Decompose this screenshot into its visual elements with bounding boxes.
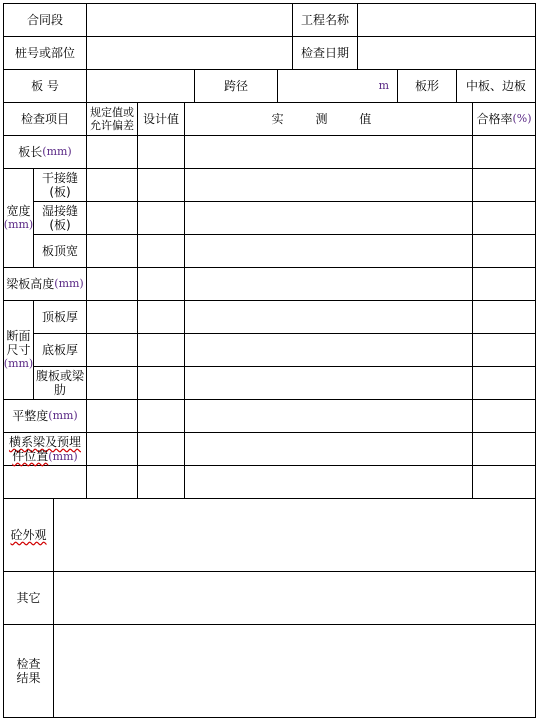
section-label bbox=[4, 301, 33, 399]
height-text: 梁板高度 bbox=[6, 277, 55, 291]
bottom-thick-label: 底板厚 bbox=[41, 343, 78, 357]
width-unit: (mm) bbox=[3, 218, 34, 231]
station-part-field[interactable] bbox=[87, 37, 292, 69]
other-label: 其它 bbox=[16, 591, 41, 605]
length-text: 板长 bbox=[18, 145, 43, 159]
result-label bbox=[4, 625, 53, 717]
top-thick-label: 顶板厚 bbox=[41, 310, 78, 324]
width-label bbox=[4, 169, 33, 267]
length-unit: (mm) bbox=[42, 145, 72, 158]
flatness-label bbox=[4, 400, 86, 432]
design-header: 设计值 bbox=[142, 112, 179, 126]
embed-unit: (mm) bbox=[48, 450, 78, 463]
section-text: 断面尺寸 bbox=[6, 329, 31, 357]
pass-rate-header bbox=[473, 103, 535, 135]
appearance-text: 砼外观 bbox=[10, 528, 47, 542]
dry-joint-label: 干接缝(板) bbox=[41, 171, 78, 199]
result-text: 检查结果 bbox=[16, 657, 41, 685]
embed-label bbox=[4, 433, 86, 465]
span-label: 跨径 bbox=[223, 79, 248, 93]
contract-section-label: 合同段 bbox=[26, 13, 63, 27]
length-label bbox=[4, 136, 86, 168]
measured-header: 实 测 值 bbox=[271, 112, 386, 126]
span-field[interactable] bbox=[278, 70, 397, 102]
plate-type-value: 中板、边板 bbox=[465, 79, 526, 93]
plate-no-label: 板 号 bbox=[31, 79, 59, 93]
inspection-date-label: 检查日期 bbox=[300, 46, 349, 60]
span-unit: m bbox=[378, 79, 389, 92]
inspection-date-field[interactable] bbox=[358, 37, 535, 69]
other-field[interactable] bbox=[54, 572, 535, 624]
project-name-label: 工程名称 bbox=[300, 13, 349, 27]
wet-joint-label: 湿接缝(板) bbox=[41, 204, 78, 232]
plate-type-label: 板形 bbox=[414, 79, 439, 93]
tolerance-header: 规定值或允许偏差 bbox=[90, 106, 134, 132]
flatness-text: 平整度 bbox=[12, 409, 49, 423]
pass-rate-unit: (%) bbox=[512, 112, 532, 125]
contract-section-field[interactable] bbox=[87, 4, 292, 36]
embed-text: 横系梁及预埋件位置 bbox=[8, 435, 81, 463]
station-part-label: 桩号或部位 bbox=[14, 46, 75, 60]
height-label bbox=[4, 268, 86, 300]
flatness-unit: (mm) bbox=[48, 409, 78, 422]
top-width-label: 板顶宽 bbox=[41, 244, 78, 258]
section-unit: (mm) bbox=[3, 357, 34, 370]
item-header: 检查项目 bbox=[20, 112, 69, 126]
pass-rate-label: 合格率 bbox=[476, 112, 513, 126]
web-label: 腹板或梁肋 bbox=[36, 369, 85, 397]
appearance-field[interactable] bbox=[54, 499, 535, 571]
project-name-field[interactable] bbox=[358, 4, 535, 36]
height-unit: (mm) bbox=[54, 277, 84, 290]
plate-no-field[interactable] bbox=[87, 70, 194, 102]
appearance-label bbox=[4, 499, 53, 571]
width-text: 宽度 bbox=[6, 204, 31, 218]
result-field[interactable] bbox=[54, 625, 535, 717]
